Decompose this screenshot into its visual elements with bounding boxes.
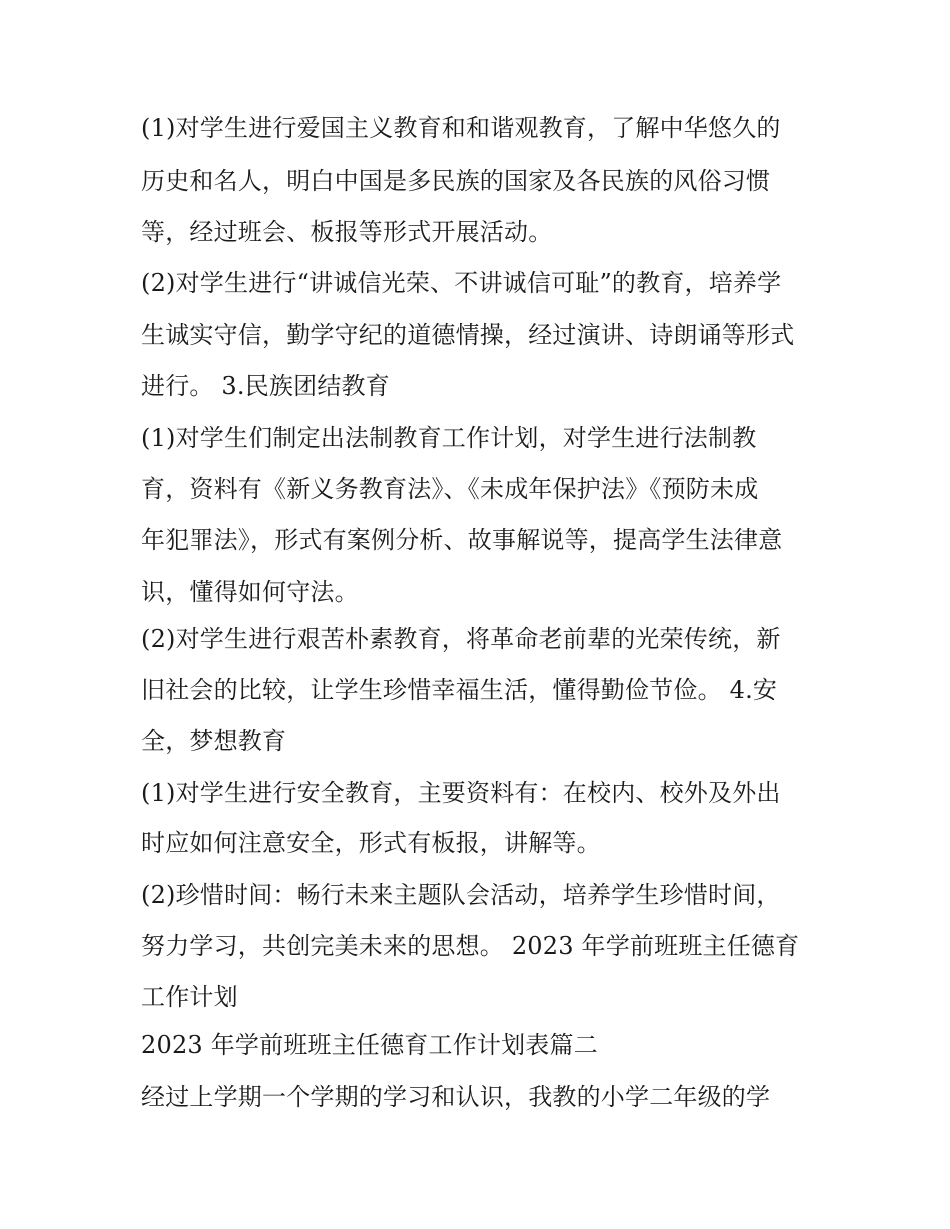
text-line: (2)珍惜时间：畅行未来主题队会活动，培养学生珍惜时间， bbox=[141, 881, 781, 909]
text-line: 时应如何注意安全，形式有板报，讲解等。 bbox=[141, 829, 601, 857]
text-line: (1)对学生们制定出法制教育工作计划，对学生进行法制教 bbox=[141, 424, 757, 452]
text-line: 旧社会的比较，让学生珍惜幸福生活，懂得勤俭节俭。 4.安 bbox=[141, 676, 778, 704]
text-line: (2)对学生进行艰苦朴素教育，将革命老前辈的光荣传统，新 bbox=[141, 625, 781, 653]
text-line: 全，梦想教育 bbox=[141, 727, 287, 755]
text-line: 工作计划 bbox=[141, 983, 238, 1011]
text-line: 经过上学期一个学期的学习和认识，我教的小学二年级的学 bbox=[141, 1083, 771, 1111]
text-line: (1)对学生进行爱国主义教育和和谐观教育，了解中华悠久的 bbox=[141, 114, 781, 142]
text-line: 年犯罪法》，形式有案例分析、故事解说等，提高学生法律意 bbox=[141, 526, 783, 554]
text-line: (2)对学生进行“讲诚信光荣、不讲诚信可耻”的教育，培养学 bbox=[141, 269, 782, 297]
text-line: (1)对学生进行安全教育，主要资料有：在校内、校外及外出 bbox=[141, 779, 781, 807]
text-line: 识，懂得如何守法。 bbox=[141, 578, 359, 606]
text-line: 2023 年学前班班主任德育工作计划表篇二 bbox=[141, 1031, 598, 1059]
text-line: 努力学习，共创完美未来的思想。 2023 年学前班班主任德育 bbox=[141, 932, 800, 960]
text-line: 生诚实守信，勤学守纪的道德情操，经过演讲、诗朗诵等形式 bbox=[141, 321, 795, 349]
text-line: 等，经过班会、板报等形式开展活动。 bbox=[141, 218, 553, 246]
text-line: 育，资料有《新义务教育法》、《未成年保护法》《预防未成 bbox=[141, 475, 759, 503]
text-line: 历史和名人，明白中国是多民族的国家及各民族的风俗习惯 bbox=[141, 167, 771, 195]
text-line: 进行。 3.民族团结教育 bbox=[141, 372, 390, 400]
